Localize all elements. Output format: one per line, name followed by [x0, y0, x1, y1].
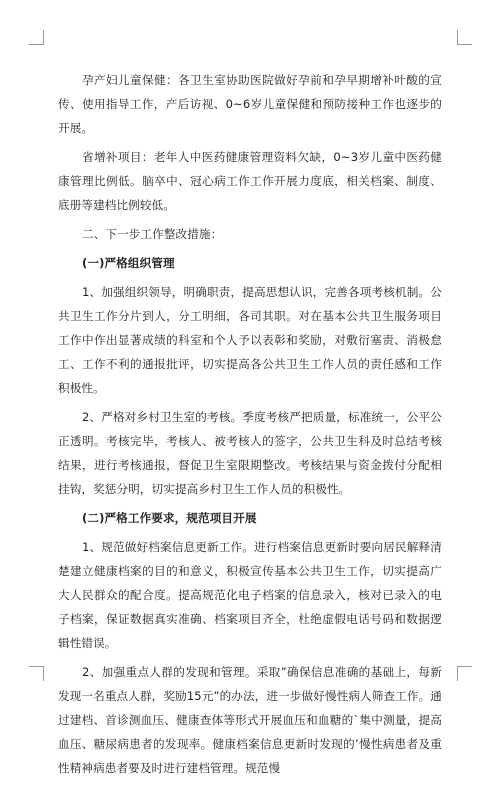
paragraph-maternal-child-health: 孕产妇儿童保健：各卫生室协助医院做好孕前和孕早期增补叶酸的宣传、使用指导工作，产后访视、0~6岁儿童保健和预防接种工作也逐步的开展。 — [58, 73, 442, 135]
paragraph-leadership: 1、加强组织领导，明确职责，提高思想认识，完善各项考核机制。公共卫生工作分片到人，分工明细，各司其职。对在基本公共卫生服务项目工作中作出显著成绩的科室和个人予以表彰和奖励，对敷衍塞责、消极怠工、工作不利的通报批评，切实提高各公共卫生工作人员的责任感和工作积极性。 — [58, 285, 442, 395]
subheading-work-requirements: (二)严格工作要求，规范项目开展 — [82, 511, 257, 525]
crop-mark-top-left — [29, 30, 44, 45]
crop-mark-bottom-left — [29, 666, 44, 681]
paragraph-clinic-assessment: 2、严格对乡村卫生室的考核。季度考核严把质量，标准统一，公平公正透明。考核完毕，考核人、被考核人的签字，公共卫生科及时总结考核结果，进行考核通报，督促卫生室限期整改。考核结果与资金拨付分配相挂钩，奖惩分明，切实提高乡村卫生工作人员的积极性。 — [58, 410, 442, 496]
section-heading-next-steps: 二、下一步工作整改措施： — [82, 227, 223, 241]
crop-mark-bottom-right — [457, 666, 472, 681]
paragraph-key-population: 2、加强重点人群的发现和管理。采取”确保信息准确的基础上，每新发现一名重点人群，奖励15元”的办法，进一步做好慢性病人筛查工作。通过建档、首诊测血压、健康查体等形式开展血压和血糖的`集中测量，提高血压、糖尿病患者的发现率。健康档案信息更新时发现的’慢性病患者及重性精神病患者要及时进行建档管理。规范慢 — [58, 665, 442, 775]
document-body — [58, 68, 442, 785]
paragraph-provincial-supplement: 省增补项目：老年人中医药健康管理资料欠缺，0~3岁儿童中医药健康管理比例低。脑卒中、冠心病工作工作开展力度底，相关档案、制度、底册等建档比例较低。 — [58, 150, 442, 212]
subheading-organization: (一)严格组织管理 — [82, 256, 175, 270]
paragraph-file-update: 1、规范做好档案信息更新工作。进行档案信息更新时要向居民解释清楚建立健康档案的目的和意义，积极宣传基本公共卫生工作，切实提高广大人民群众的配合度。提高规范化电子档案的信息录入，核对已录入的电子档案，保证数据真实准确、档案项目齐全，杜绝虚假电话号码和数据逻辑性错误。 — [58, 540, 442, 650]
crop-mark-top-right — [457, 30, 472, 45]
